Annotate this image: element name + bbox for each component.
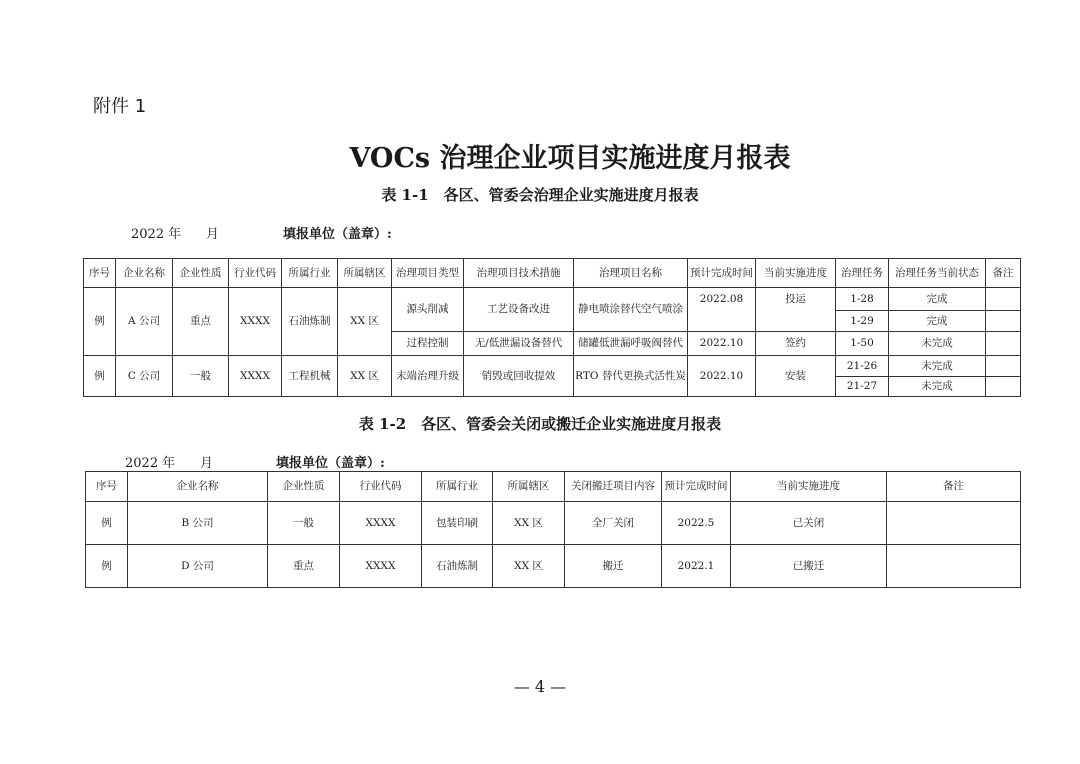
table1-header-cell: 当前实施进度 — [756, 259, 836, 288]
table1-project-cell: RTO 替代更换式活性炭 — [574, 356, 688, 397]
page-title: VOCs 治理企业项目实施进度月报表 — [349, 143, 791, 174]
table2-time-cell: 2022.5 — [662, 502, 731, 545]
table2-header-cell: 企业名称 — [128, 472, 268, 502]
table2-header-cell: 企业性质 — [268, 472, 340, 502]
table-row — [84, 356, 1021, 377]
attachment-label: 附件 1 — [93, 96, 147, 117]
table1-header-cell: 治理任务 — [836, 259, 889, 288]
table2-company-cell: D 公司 — [128, 545, 268, 588]
table2-header-row — [86, 472, 1021, 502]
table1-progress-cell: 投运 — [756, 288, 836, 332]
table2-header-cell: 预计完成时间 — [662, 472, 731, 502]
table2-header-cell: 序号 — [86, 472, 128, 502]
table2-code-cell: XXXX — [340, 545, 422, 588]
table1-progress-cell: 安装 — [756, 356, 836, 397]
table1-header-cell: 治理项目技术措施 — [464, 259, 574, 288]
table2-code-cell: XXXX — [340, 502, 422, 545]
table2-progress-cell: 已关闭 — [731, 502, 887, 545]
table1-type-cell: 末端治理升级 — [392, 356, 464, 397]
table2-district-cell: XX 区 — [493, 545, 565, 588]
table1-fill-month: 月 — [206, 227, 220, 242]
table1-company-cell: A 公司 — [116, 288, 173, 356]
table1-project-cell: 静电喷涂替代空气喷涂 — [574, 288, 688, 332]
table1-task-cell: 1-29 — [836, 311, 889, 332]
table1-task-cell: 21-27 — [836, 377, 889, 397]
table2-content-cell: 全厂关闭 — [565, 502, 662, 545]
table1-note-cell — [986, 311, 1021, 332]
table1-progress-cell: 签约 — [756, 332, 836, 356]
table1-district-cell: XX 区 — [338, 288, 392, 356]
table1-seq-cell: 例 — [84, 356, 116, 397]
table1-header-row — [84, 259, 1021, 288]
table1-header-cell: 企业性质 — [173, 259, 229, 288]
table1-measure-cell: 工艺设备改进 — [464, 288, 574, 332]
table2 — [85, 471, 1021, 588]
table2-note-cell — [887, 545, 1021, 588]
table-row — [84, 288, 1021, 311]
table2-content-cell: 搬迁 — [565, 545, 662, 588]
table1-time-cell: 2022.10 — [688, 332, 756, 356]
page-number: — 4 — — [513, 677, 567, 696]
table2-time-cell: 2022.1 — [662, 545, 731, 588]
table1-header-cell: 所属行业 — [282, 259, 338, 288]
table1-header-cell: 行业代码 — [229, 259, 282, 288]
table2-fill-month: 月 — [200, 456, 214, 471]
table2-header-cell: 关闭搬迁项目内容 — [565, 472, 662, 502]
table-row — [86, 502, 1021, 545]
table1-header-cell: 企业名称 — [116, 259, 173, 288]
table2-nature-cell: 一般 — [268, 502, 340, 545]
table1-industry-cell: 工程机械 — [282, 356, 338, 397]
table1-header-cell: 所属辖区 — [338, 259, 392, 288]
table2-seq-cell: 例 — [86, 502, 128, 545]
table1-code-cell: XXXX — [229, 288, 282, 356]
table2-fill-year: 2022 年 — [125, 456, 176, 471]
table1-time-cell: 2022.10 — [688, 356, 756, 397]
table2-header-cell: 行业代码 — [340, 472, 422, 502]
table1-project-cell: 储罐低泄漏呼吸阀替代 — [574, 332, 688, 356]
table1-nature-cell: 一般 — [173, 356, 229, 397]
table2-note-cell — [887, 502, 1021, 545]
table1-header-cell: 序号 — [84, 259, 116, 288]
table1-task-cell: 21-26 — [836, 356, 889, 377]
table1-status-cell: 完成 — [889, 288, 986, 311]
table1-code-cell: XXXX — [229, 356, 282, 397]
table-row — [86, 545, 1021, 588]
table2-header-cell: 当前实施进度 — [731, 472, 887, 502]
table2-progress-cell: 已搬迁 — [731, 545, 887, 588]
table1-task-cell: 1-28 — [836, 288, 889, 311]
table1-status-cell: 未完成 — [889, 356, 986, 377]
table1-header-cell: 备注 — [986, 259, 1021, 288]
table1-seq-cell: 例 — [84, 288, 116, 356]
table1-header-cell: 治理任务当前状态 — [889, 259, 986, 288]
table1-nature-cell: 重点 — [173, 288, 229, 356]
table2-industry-cell: 包装印刷 — [422, 502, 493, 545]
table1-header-cell: 治理项目名称 — [574, 259, 688, 288]
table1-measure-cell: 无/低泄漏设备替代 — [464, 332, 574, 356]
table1-measure-cell: 销毁或回收提效 — [464, 356, 574, 397]
table1-type-cell: 过程控制 — [392, 332, 464, 356]
table2-seq-cell: 例 — [86, 545, 128, 588]
table1-fill-year: 2022 年 — [131, 227, 182, 242]
table1-note-cell — [986, 377, 1021, 397]
table1-time-cell: 2022.08 — [688, 288, 756, 332]
table1 — [83, 258, 1021, 397]
table2-district-cell: XX 区 — [493, 502, 565, 545]
table1-status-cell: 完成 — [889, 311, 986, 332]
table1-status-cell: 未完成 — [889, 332, 986, 356]
table2-header-cell: 所属行业 — [422, 472, 493, 502]
table1-title: 表 1-1 各区、管委会治理企业实施进度月报表 — [381, 186, 699, 204]
table2-header-cell: 备注 — [887, 472, 1021, 502]
table1-district-cell: XX 区 — [338, 356, 392, 397]
table1-industry-cell: 石油炼制 — [282, 288, 338, 356]
table1-note-cell — [986, 288, 1021, 311]
table1-company-cell: C 公司 — [116, 356, 173, 397]
table2-company-cell: B 公司 — [128, 502, 268, 545]
table1-note-cell — [986, 332, 1021, 356]
table1-fill-unit: 填报单位（盖章）: — [283, 227, 392, 242]
table2-nature-cell: 重点 — [268, 545, 340, 588]
table2-fill-unit: 填报单位（盖章）: — [276, 456, 385, 471]
table1-header-cell: 预计完成时间 — [688, 259, 756, 288]
table1-task-cell: 1-50 — [836, 332, 889, 356]
table1-header-cell: 治理项目类型 — [392, 259, 464, 288]
table2-header-cell: 所属辖区 — [493, 472, 565, 502]
table2-title: 表 1-2 各区、管委会关闭或搬迁企业实施进度月报表 — [358, 415, 722, 433]
table1-status-cell: 未完成 — [889, 377, 986, 397]
table2-industry-cell: 石油炼制 — [422, 545, 493, 588]
table1-note-cell — [986, 356, 1021, 377]
table1-type-cell: 源头削减 — [392, 288, 464, 332]
